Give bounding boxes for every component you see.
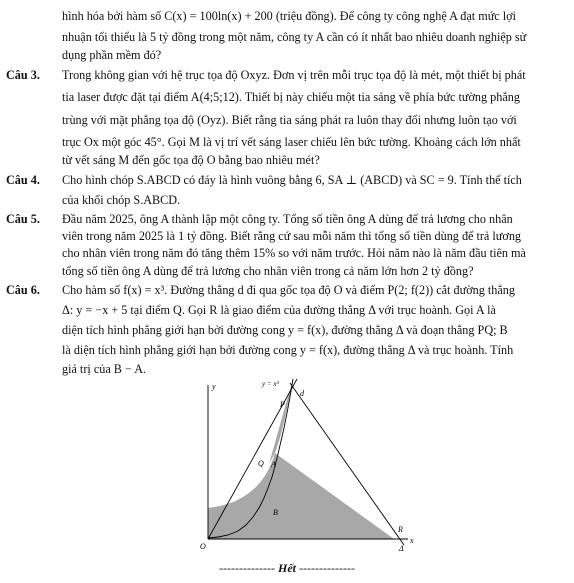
question-text: từ vết sáng M đến gốc tọa độ O bằng bao nhiêu mét? bbox=[62, 153, 320, 167]
question-label: Câu 4. bbox=[6, 173, 40, 187]
question-text: Trong không gian với hệ trục tọa độ Oxyz. Đơn vị trên mỗi trục tọa độ là mét, một thiết bị phát bbox=[62, 68, 526, 82]
region-a-label: A bbox=[271, 460, 276, 469]
region-b bbox=[208, 453, 394, 539]
y-axis-label: y bbox=[212, 382, 216, 391]
point-r-label: R bbox=[398, 525, 403, 534]
question-text: cho nhân viên trong năm đó tăng thêm 15% so với năm trước. Hỏi năm nào là năm đầu tiên mà bbox=[62, 246, 526, 260]
text-line: hình hóa bởi hàm số C(x) = 100ln(x) + 200 (triệu đồng). Để công ty công nghệ A đạt mức lợi bbox=[62, 9, 516, 23]
point-p-label: P bbox=[280, 400, 285, 409]
question-text: trục Ox một góc 45°. Gọi M là vị trí vết sáng laser chiếu lên bức tường. Khoảng cách lớn nhất bbox=[62, 135, 521, 149]
curve-label: y = x³ bbox=[262, 380, 279, 388]
area-diagram bbox=[198, 373, 426, 558]
question-text: Cho hình chóp S.ABCD có đáy là hình vuông bằng 6, SA ⊥ (ABCD) và SC = 9. Tính thể tích bbox=[62, 173, 522, 187]
question-text: Đầu năm 2025, ông A thành lập một công ty. Tổng số tiền ông A dùng để trả lương cho nhân bbox=[62, 212, 513, 226]
question-text: viên trong năm 2025 là 1 tỷ đồng. Biết rằng cứ sau mỗi năm thì tổng số tiền dùng để trả lương bbox=[62, 229, 522, 243]
question-text: của khối chóp S.ABCD. bbox=[62, 193, 181, 207]
text-line: nhuận tối thiểu là 5 tỷ đồng trong một năm, công ty A cần có ít nhất bao nhiêu doanh nghiệp sử bbox=[62, 30, 527, 44]
question-text: là diện tích hình phẳng giới hạn bởi đường cong y = f(x), đường thẳng Δ và trục hoành. Tính bbox=[62, 343, 514, 357]
region-b-label: B bbox=[273, 508, 278, 517]
question-text: tia laser được đặt tại điểm A(4;5;12). Thiết bị này chiếu một tia sáng về phía bức tường phẳng bbox=[62, 90, 520, 104]
question-label: Câu 6. bbox=[6, 283, 40, 297]
footer bbox=[0, 561, 574, 576]
x-axis-label: x bbox=[410, 536, 414, 545]
delta-label: Δ bbox=[399, 544, 404, 553]
point-q-label: Q bbox=[258, 459, 264, 468]
footer-dashes: -------------- bbox=[219, 561, 275, 575]
origin-label: O bbox=[200, 542, 206, 551]
question-text: trùng với mặt phẳng tọa độ (Oyz). Biết rằng tia sáng phát ra luôn thay đổi nhưng luôn tạo với bbox=[62, 113, 517, 127]
question-text: Cho hàm số f(x) = x³. Đường thẳng d đi qua gốc tọa độ O và điểm P(2; f(2)) cắt đường thẳng bbox=[62, 283, 515, 297]
question-text: giá trị của B − A. bbox=[62, 362, 147, 376]
footer-dashes: -------------- bbox=[299, 561, 355, 575]
question-text: diện tích hình phẳng giới hạn bởi đường cong y = f(x), đường thẳng Δ và đoạn thẳng PQ; B bbox=[62, 323, 508, 337]
question-label: Câu 5. bbox=[6, 212, 40, 226]
question-text: tổng số tiền ông A dùng để trả lương cho nhân viên trong cả năm lớn hơn 2 tỷ đồng? bbox=[62, 264, 474, 278]
footer-end-word: Hết bbox=[278, 561, 296, 575]
question-label: Câu 3. bbox=[6, 68, 40, 82]
text-line: dụng phần mềm đó? bbox=[62, 48, 162, 62]
line-d-label: d bbox=[300, 389, 304, 398]
question-text: Δ: y = −x + 5 tại điểm Q. Gọi R là giao điểm của đường thẳng Δ với trục hoành. Gọi A là bbox=[62, 303, 496, 317]
